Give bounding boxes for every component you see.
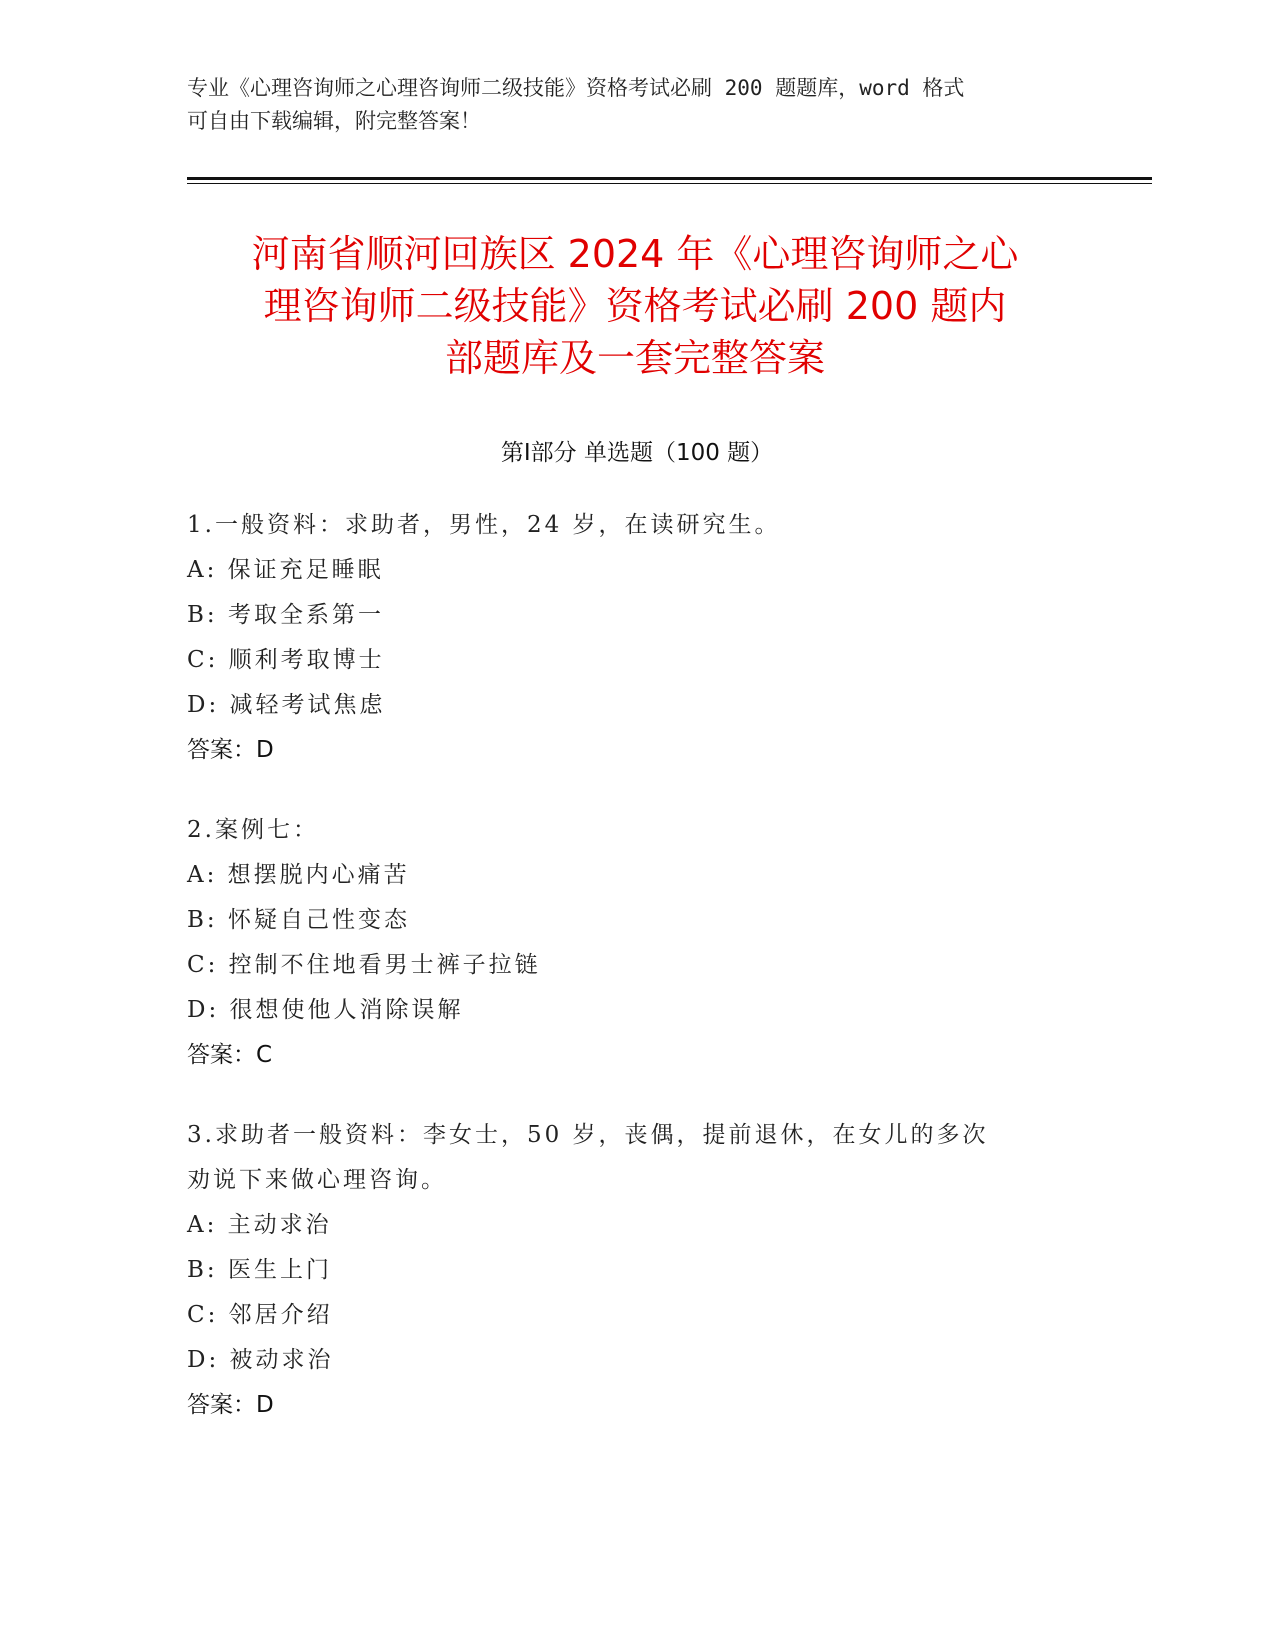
option-b: B: 怀疑自己性变态: [187, 907, 410, 933]
header-note: [187, 72, 1067, 138]
question-answer: 答案：C: [187, 1042, 273, 1068]
option-c: C: 顺利考取博士: [187, 647, 385, 673]
document-title-line: 理咨询师二级技能》资格考试必刷 200 题内: [263, 284, 1007, 328]
question-stem-continued: 劝说下来做心理咨询。: [187, 1167, 447, 1193]
question-answer: 答案：D: [187, 1392, 274, 1418]
option-a: A: 想摆脱内心痛苦: [187, 862, 410, 888]
option-d: D: 被动求治: [187, 1347, 334, 1373]
document-title-line: 河南省顺河回族区 2024 年《心理咨询师之心: [251, 232, 1019, 276]
question-stem: 3.求助者一般资料：李女士，50 岁，丧偶，提前退休，在女儿的多次: [187, 1122, 989, 1148]
option-c: C: 邻居介绍: [187, 1302, 333, 1328]
option-d: D: 减轻考试焦虑: [187, 692, 386, 718]
question-1: [187, 503, 1087, 773]
option-a: A: 主动求治: [187, 1212, 332, 1238]
option-c: C: 控制不住地看男士裤子拉链: [187, 952, 541, 978]
question-stem: 1.一般资料：求助者，男性，24 岁，在读研究生。: [187, 512, 781, 538]
document-title-line: 部题库及一套完整答案: [444, 336, 825, 380]
option-d: D: 很想使他人消除误解: [187, 997, 464, 1023]
header-note-line: 可自由下载编辑，附完整答案！: [187, 109, 481, 133]
option-a: A: 保证充足睡眠: [187, 557, 384, 583]
question-stem: 2.案例七：: [187, 817, 319, 843]
option-b: B: 医生上门: [187, 1257, 332, 1283]
header-rule-thick: [187, 177, 1152, 180]
document-title: [170, 228, 1100, 384]
question-3: [187, 1113, 1087, 1428]
header-note-line: 专业《心理咨询师之心理咨询师二级技能》资格考试必刷 200 题题库，word 格式: [187, 76, 965, 100]
header-rule-thin: [187, 183, 1152, 184]
option-b: B: 考取全系第一: [187, 602, 384, 628]
section-heading: 第Ⅰ部分 单选题（100 题）: [500, 440, 774, 466]
question-2: [187, 808, 1087, 1078]
question-answer: 答案：D: [187, 737, 274, 763]
